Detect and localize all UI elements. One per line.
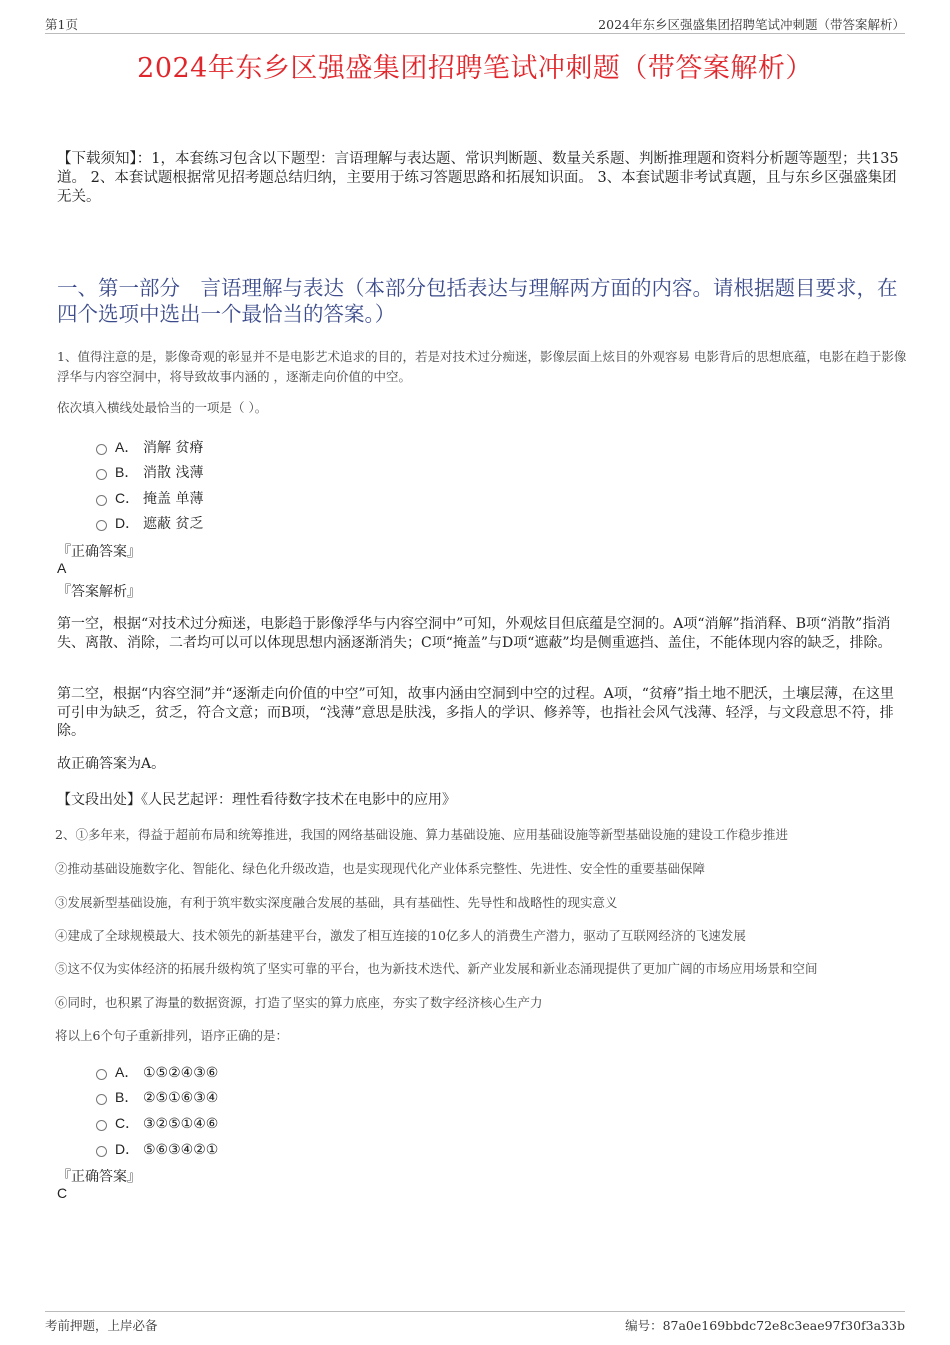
q2-option-c[interactable]: C． ③②⑤①④⑥ (96, 1113, 218, 1133)
q1-analysis-label: 『答案解析』 (57, 584, 141, 600)
radio-icon[interactable] (96, 469, 107, 480)
document-title: 2024年东乡区强盛集团招聘笔试冲刺题（带答案解析） (137, 53, 813, 84)
q2-option-a[interactable]: A． ①⑤②④③⑥ (96, 1062, 218, 1082)
footer-code: 编号：87a0e169bbdc72e8c3eae97f30f3a33b (625, 1318, 905, 1333)
q1-analysis-paragraph-2: 第二空，根据“内容空洞”并“逐渐走向价值的中空”可知，故事内涵由空洞到中空的过程。A项，“贫瘠”指土地不肥沃，土壤层薄，在这里可引申为缺乏，贫乏，符合文意；而B项，“浅薄”意思是肤浅，多指人的学识、修养等，也指社会风气浅薄、轻浮，与文段意思不符，排除。 (57, 686, 895, 739)
q1-answer-label: 『正确答案』 (57, 544, 141, 560)
radio-icon[interactable] (96, 495, 107, 506)
radio-icon[interactable] (96, 1094, 107, 1105)
q1-option-a[interactable]: A． 消解 贫瘠 (96, 437, 203, 457)
q1-answer: A (57, 560, 67, 576)
footer-slogan: 考前押题，上岸必备 (45, 1318, 158, 1333)
q1-option-b[interactable]: B． 消散 浅薄 (96, 462, 203, 482)
page-header (45, 15, 905, 34)
q1-option-d[interactable]: D． 遮蔽 贫乏 (96, 513, 203, 533)
q1-analysis-paragraph-1: 第一空，根据“对技术过分痴迷，电影趋于影像浮华与内容空洞中”可知，外观炫目但底蕴是空洞的。A项“消解”指消释、B项“消散”指消失、离散、消除，二者均可以可以体现思想内涵逐渐消失；C项“掩盖”与D项“遮蔽”均是侧重遮挡、盖住，不能体现内容的缺乏，排除。 (57, 616, 892, 651)
q2-option-d[interactable]: D． ⑤⑥③④②① (96, 1139, 218, 1159)
q2-prompt: 将以上6个句子重新排列，语序正确的是： (55, 1028, 288, 1043)
page-footer (45, 1311, 905, 1333)
q1-source: 【文段出处】《人民艺起评：理性看待数字技术在电影中的应用》 (57, 792, 456, 808)
question-1-prompt: 依次填入横线处最恰当的一项是（ ）。 (57, 400, 268, 415)
q2-sentence-6: ⑥同时，也积累了海量的数据资源，打造了坚实的算力底座，夯实了数字经济核心生产力 (55, 995, 543, 1010)
q1-analysis-conclusion: 故正确答案为A。 (57, 756, 166, 772)
page-number: 第1页 (45, 17, 78, 32)
radio-icon[interactable] (96, 444, 107, 455)
q1-option-c[interactable]: C． 掩盖 单薄 (96, 488, 203, 508)
radio-icon[interactable] (96, 1120, 107, 1131)
q2-answer: C (57, 1185, 68, 1201)
download-notice: 【下载须知】：1，本套练习包含以下题型：言语理解与表达题、常识判断题、数量关系题、判断推理题和资料分析题等题型；共135道。 2、本套试题根据常见招考题总结归纳，主要用于练习答题思路和拓展知识面。 3、本套试题非考试真题，且与东乡区强盛集团无关。 (57, 151, 899, 205)
q2-sentence-5: ⑤这不仅为实体经济的拓展升级构筑了坚实可靠的平台，也为新技术迭代、新产业发展和新业态涌现提供了更加广阔的市场应用场景和空间 (55, 961, 818, 976)
radio-icon[interactable] (96, 520, 107, 531)
q2-sentence-2: ②推动基础设施数字化、智能化、绿色化升级改造，也是实现现代化产业体系完整性、先进性、安全性的重要基础保障 (55, 861, 706, 876)
section-heading: 一、第一部分 言语理解与表达（本部分包括表达与理解两方面的内容。请根据题目要求，在四个选项中选出一个最恰当的答案。） (57, 276, 898, 326)
q2-sentence-1: 2、①多年来，得益于超前布局和统筹推进，我国的网络基础设施、算力基础设施、应用基础设施等新型基础设施的建设工作稳步推进 (55, 827, 788, 842)
question-1-stem: 1、值得注意的是，影像奇观的彰显并不是电影艺术追求的目的，若是对技术过分痴迷，影像层面上炫目的外观容易 电影背后的思想底蕴，电影在趋于影像浮华与内容空洞中，将导致故事内涵的 ，逐渐走向价值的中空。 (57, 349, 907, 384)
q2-answer-label: 『正确答案』 (57, 1169, 141, 1185)
radio-icon[interactable] (96, 1069, 107, 1080)
q2-sentence-4: ④建成了全球规模最大、技术领先的新基建平台，激发了相互连接的10亿多人的消费生产潜力，驱动了互联网经济的飞速发展 (55, 928, 746, 943)
radio-icon[interactable] (96, 1146, 107, 1157)
q2-option-b[interactable]: B． ②⑤①⑥③④ (96, 1087, 218, 1107)
q2-sentence-3: ③发展新型基础设施，有利于筑牢数实深度融合发展的基础，具有基础性、先导性和战略性的现实意义 (55, 895, 618, 910)
header-doc-title: 2024年东乡区强盛集团招聘笔试冲刺题（带答案解析） (598, 17, 905, 32)
